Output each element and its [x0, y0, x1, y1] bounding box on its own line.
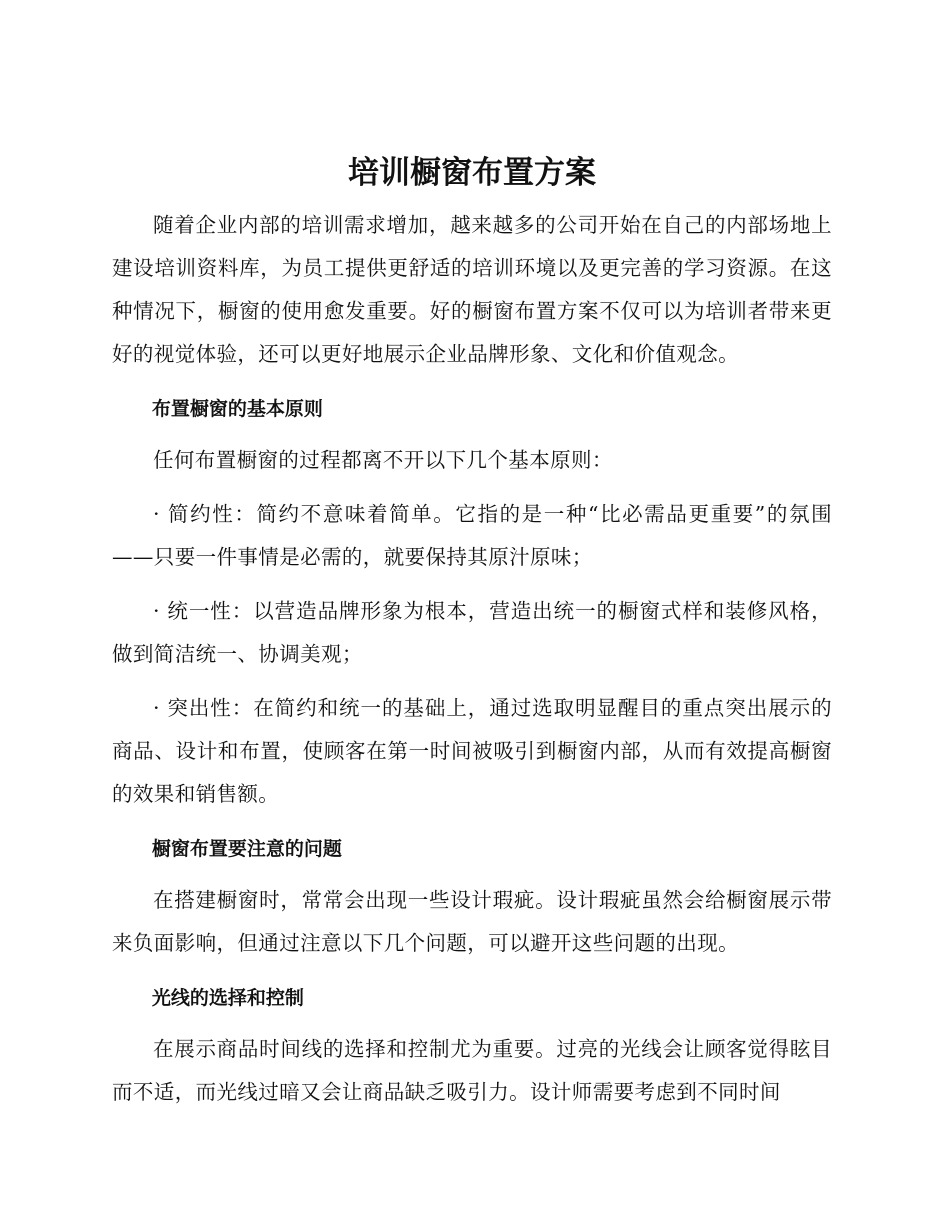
principle-item-unity: · 统一性：以营造品牌形象为根本，营造出统一的橱窗式样和装修风格，做到简洁统一、协调美观；	[112, 599, 832, 666]
principle-item-prominence: · 突出性：在简约和统一的基础上，通过选取明显醒目的重点突出展示的商品、设计和布置，使顾客在第一时间被吸引到橱窗内部，从而有效提高橱窗的效果和销售额。	[112, 696, 832, 806]
issues-paragraph: 在搭建橱窗时，常常会出现一些设计瑕疵。设计瑕疵虽然会给橱窗展示带来负面影响，但通过注意以下几个问题，可以避开这些问题的出现。	[112, 888, 832, 955]
principle-item-simplicity: · 简约性：简约不意味着简单。它指的是一种“比必需品更重要”的氛围——只要一件事情是必需的，就要保持其原汁原味；	[112, 502, 832, 569]
section-heading-issues: 橱窗布置要注意的问题	[151, 838, 342, 860]
document-title: 培训橱窗布置方案	[348, 155, 596, 191]
principles-lead-paragraph: 任何布置橱窗的过程都离不开以下几个基本原则：	[153, 448, 613, 472]
lighting-paragraph: 在展示商品时间线的选择和控制尤为重要。过亮的光线会让顾客觉得眩目而不适，而光线过暗又会让商品缺乏吸引力。设计师需要考虑到不同时间	[112, 1037, 832, 1104]
section-heading-lighting: 光线的选择和控制	[151, 987, 304, 1009]
section-heading-principles: 布置橱窗的基本原则	[151, 398, 323, 420]
document-page	[112, 148, 832, 1114]
intro-paragraph: 随着企业内部的培训需求增加，越来越多的公司开始在自己的内部场地上建设培训资料库，为员工提供更舒适的培训环境以及更完善的学习资源。在这种情况下，橱窗的使用愈发重要。好的橱窗布置方案不仅可以为培训者带来更好的视觉体验，还可以更好地展示企业品牌形象、文化和价值观念。	[112, 213, 832, 366]
